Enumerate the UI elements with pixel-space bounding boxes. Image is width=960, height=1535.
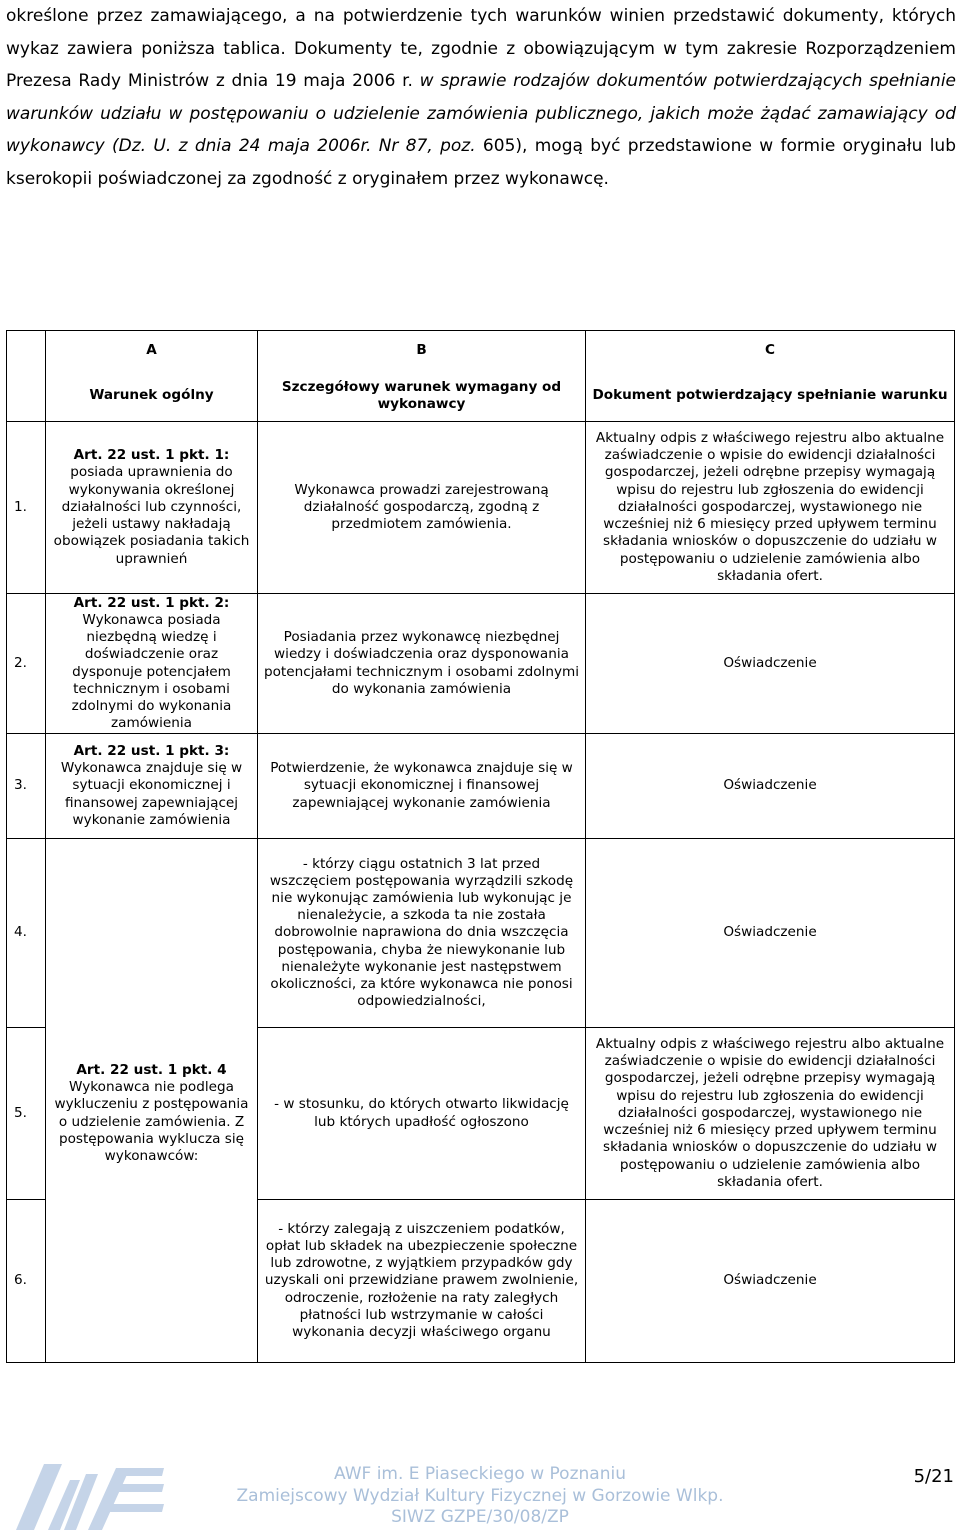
- detailed-condition: - w stosunku, do których otwarto likwidację lub których upadłość ogłoszono: [258, 1028, 586, 1200]
- general-condition: [46, 1200, 258, 1363]
- table-row: [7, 594, 955, 734]
- footer-institution: AWF im. E Piaseckiego w Poznaniu: [334, 1464, 626, 1484]
- intro-paragraph: [6, 0, 956, 196]
- intro-text: określone przez zamawiającego, a na potwierdzenie tych warunków winien przedstawić dokumenty, których wykaz zawiera poniższa tablica. Dokumenty te, zgodnie z obowiązującym w tym zakresie Rozporządzeniem Prezesa Rady Ministrów z dnia 19 maja 2006 r.: [6, 6, 956, 92]
- detailed-condition: Wykonawca prowadzi zarejestrowaną działalność gospodarczą, zgodną z przedmiotem zamówienia.: [258, 422, 586, 594]
- article-ref: Art. 22 ust. 1 pkt. 3:: [73, 742, 230, 759]
- general-condition: [46, 594, 258, 734]
- row-number: 5.: [7, 1028, 46, 1200]
- col-letter-c: C: [586, 331, 955, 372]
- general-condition: [46, 422, 258, 594]
- intro-italic-text: w sprawie rodzajów dokumentów potwierdzających spełnianie warunków udziału w postępowaniu o udzielenie zamówienia publicznego, jakich może żądać zamawiający od wykonawcy (Dz. U. z dnia 24 maja 2006r. Nr 87, poz.: [6, 71, 956, 157]
- confirming-document: Aktualny odpis z właściwego rejestru albo aktualne zaświadczenie o wpisie do ewidencji działalności gospodarczej, jeżeli odrębne przepisy wymagają wpisu do rejestru lub zgłoszenia do ewidencji działalności gospodarczej, wystawionego nie wcześniej niż 6 miesięcy przed upływem terminu składania wniosków o dopuszczenie do udziału w postępowaniu o udzielenie zamówienia albo składania ofert.: [586, 1028, 955, 1200]
- header-letter-row: [7, 331, 955, 372]
- general-condition: [46, 1028, 258, 1200]
- detailed-condition: - którzy ciągu ostatnich 3 lat przed wszczęciem postępowania wyrządzili szkodę nie wykonując zamówienia lub wykonując je nienależycie, a szkoda ta nie została dobrowolnie naprawiona do dnia wszczęcia postępowania, chyba że niewykonanie lub nienależyte wykonanie jest następstwem okoliczności, za które wykonawca nie ponosi odpowiedzialności,: [258, 839, 586, 1028]
- article-ref: Art. 22 ust. 1 pkt. 2:: [73, 594, 230, 611]
- confirming-document: Oświadczenie: [586, 734, 955, 839]
- detailed-condition: - którzy zalegają z uiszczeniem podatków, opłat lub składek na ubezpieczenie społeczne lub zdrowotne, z wyjątkiem przypadków gdy uzyskali oni przewidziane prawem zwolnienie, odroczenie, rozłożenie na raty zaległych płatności lub wstrzymanie w całości wykonania decyzji właściwego organu: [258, 1200, 586, 1363]
- footer-reference: SIWZ GZPE/30/08/ZP: [391, 1507, 569, 1527]
- condition-text: posiada uprawnienia do wykonywania określonej działalności lub czynności, jeżeli ustawy nakładają obowiązek posiadania takich uprawnień: [53, 464, 250, 567]
- row-number: 1.: [7, 422, 46, 594]
- table-row: [7, 1200, 955, 1363]
- table-row: [7, 839, 955, 1028]
- col-title-a: Warunek ogólny: [46, 371, 258, 422]
- confirming-document: Aktualny odpis z właściwego rejestru albo aktualne zaświadczenie o wpisie do ewidencji działalności gospodarczej, jeżeli odrębne przepisy wymagają wpisu do rejestru lub zgłoszenia do ewidencji działalności gospodarczej, wystawionego nie wcześniej niż 6 miesięcy przed upływem terminu składania wniosków o dopuszczenie do udziału w postępowaniu o udzielenie zamówienia albo składania ofert.: [586, 422, 955, 594]
- header-corner: [7, 331, 46, 372]
- detailed-condition: Posiadania przez wykonawcę niezbędnej wiedzy i doświadczenia oraz dysponowania potencjałami technicznym i osobami zdolnymi do wykonania zamówienia: [258, 594, 586, 734]
- table-row: [7, 734, 955, 839]
- row-number: 2.: [7, 594, 46, 734]
- confirming-document: Oświadczenie: [586, 1200, 955, 1363]
- general-condition: [46, 734, 258, 839]
- general-condition: [46, 839, 258, 1028]
- condition-text: Wykonawca znajduje się w sytuacji ekonomicznej i finansowej zapewniającej wykonanie zamówienia: [60, 760, 243, 828]
- confirming-document: Oświadczenie: [586, 839, 955, 1028]
- col-title-c: Dokument potwierdzający spełnianie warunku: [586, 371, 955, 422]
- article-ref: Art. 22 ust. 1 pkt. 4: [76, 1061, 227, 1078]
- row-number: 3.: [7, 734, 46, 839]
- header-title-row: [7, 371, 955, 422]
- col-letter-a: A: [46, 331, 258, 372]
- table-row: [7, 422, 955, 594]
- table-row: [7, 1028, 955, 1200]
- page-number: 5/21: [913, 1466, 954, 1487]
- article-ref: Art. 22 ust. 1 pkt. 1:: [73, 447, 230, 464]
- condition-text: Wykonawca nie podlega wykluczeniu z postępowania o udzielenie zamówienia. Z postępowania wyklucza się wykonawców:: [54, 1079, 249, 1164]
- confirming-document: Oświadczenie: [586, 594, 955, 734]
- condition-text: Wykonawca posiada niezbędną wiedzę i doświadczenie oraz dysponuje potencjałem technicznym i osobami zdolnymi do wykonania zamówienia: [71, 611, 232, 732]
- row-number: 6.: [7, 1200, 46, 1363]
- intro-text-end: 605), mogą być przedstawione w formie oryginału lub kserokopii poświadczonej za zgodność z oryginałem przez wykonawcę.: [6, 136, 956, 189]
- row-number: 4.: [7, 839, 46, 1028]
- col-title-b: Szczegółowy warunek wymagany od wykonawcy: [258, 371, 586, 422]
- footer-faculty: Zamiejscowy Wydział Kultury Fizycznej w Gorzowie Wlkp.: [236, 1485, 724, 1506]
- footer: [0, 1464, 960, 1529]
- requirements-table: [6, 330, 955, 1363]
- detailed-condition: Potwierdzenie, że wykonawca znajduje się w sytuacji ekonomicznej i finansowej zapewniającej wykonanie zamówienia: [258, 734, 586, 839]
- header-corner-2: [7, 371, 46, 422]
- col-letter-b: B: [258, 331, 586, 372]
